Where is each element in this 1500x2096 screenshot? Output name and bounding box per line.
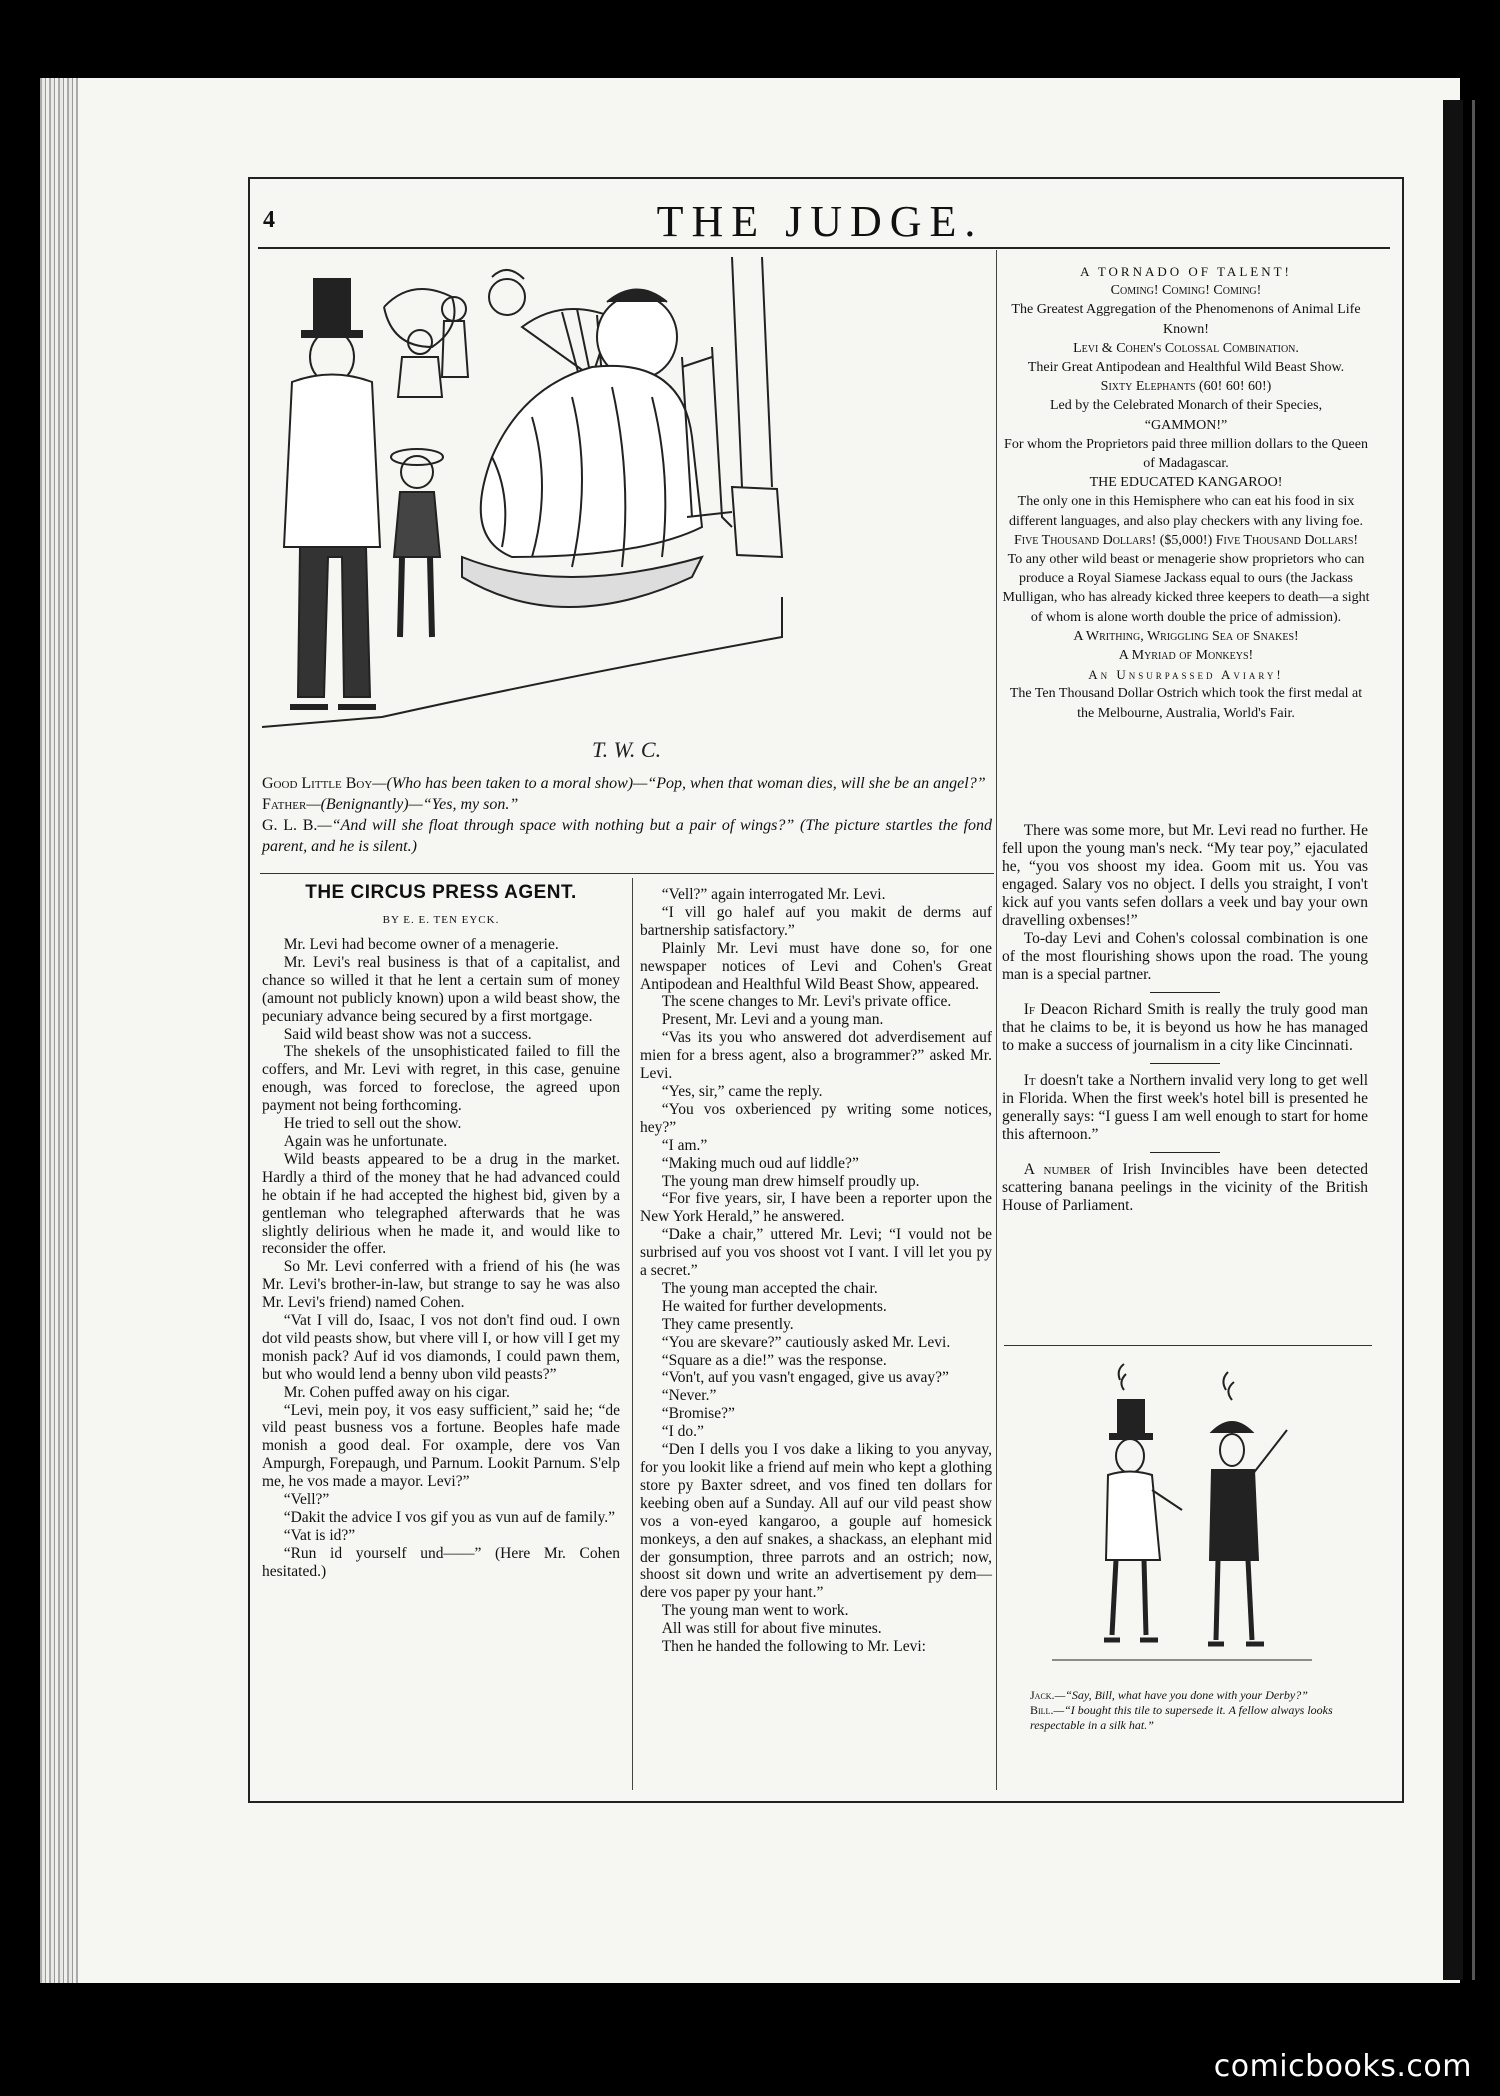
ad-line: Levi & Cohen's Colossal Combination. — [1073, 340, 1299, 356]
news-item-body: of Irish Invincibles have been detected scattering banana peelings in the vicinity of the British House of Parliament. — [1002, 1161, 1368, 1214]
article-paragraph: He waited for further developments. — [661, 1297, 887, 1315]
ad-line: Their Great Antipodean and Healthful Wild Beast Show. — [1027, 360, 1345, 376]
ad-line: THE EDUCATED KANGAROO! — [1089, 475, 1283, 491]
article-paragraph: “You vos oxberienced py writing some notices, hey?” — [640, 1100, 992, 1136]
news-item — [1002, 1161, 1368, 1215]
article-paragraph: “Vell?” again interrogated Mr. Levi. — [661, 886, 886, 903]
news-item — [1002, 1072, 1368, 1144]
jack-line: Jack.—“Say, Bill, what have you done with your Derby?” — [1030, 1688, 1308, 1702]
right-column-text — [1002, 822, 1368, 1215]
small-cartoon-caption — [1030, 1688, 1370, 1733]
article-paragraph: “Square as a die!” was the response. — [661, 1351, 887, 1369]
bill-line: Bill.—“I bought this tile to supersede it. A fellow always looks respectable in a silk hat.” — [1030, 1703, 1333, 1732]
article-paragraph: “Vat I vill do, Isaac, I vos not don't find oud. I own dot vild peasts show, but vhere vill I, or how vill I get my monish pack? Auf id vos diamonds, I could pawn them, but who would lend a benny ubon vild peasts?” — [262, 1312, 620, 1383]
article-paragraph: All was still for about five minutes. — [661, 1620, 882, 1638]
article-paragraph: “Levi, mein poy, it vos easy sufficient,” said he; “de vild peast busness vos a fortune. Beoples hafe made monish a good deal. For oxample, dere vos Van Ampurgh, Forepaugh, und Parnum. Lookit Parnum. S'elp me, he vos made a mayor. Levi?” — [262, 1401, 620, 1491]
article-paragraph: “Dake a chair,” uttered Mr. Levi; “I vould not be surbrised auf you vos shoost vot I vant. I vill let you py a secret.” — [640, 1226, 992, 1280]
news-item — [1002, 1001, 1368, 1055]
small-cartoon-rule — [1004, 1345, 1372, 1346]
article-paragraph: The young man accepted the chair. — [661, 1279, 878, 1297]
ad-line: The only one in this Hemisphere who can eat his food in six different languages, and also play checkers with any living foe. — [1009, 494, 1363, 529]
article-paragraph: “Den I dells you I vos dake a liking to you anyvay, for you lookit like a friend auf mein who kept a glothing store py Baxter sdreet, and vos fined ten dollars for keebing oben auf a Sunday. All auf our vild peast show vos a von-eyed kangaroo, a gouple auf homesick monkeys, a den auf snakes, a shackass, an elephant mid der gonsumption, three parrots and an ostrich; now, shoost sit down und write an advertisement py dem—dere vos paper py your hant.” — [640, 1441, 992, 1602]
ad-line: A Writhing, Wriggling Sea of Snakes! — [1073, 628, 1299, 644]
article-column-1 — [262, 874, 620, 1581]
article-paragraph: Then he handed the following to Mr. Levi: — [661, 1638, 926, 1656]
ad-line: The Greatest Aggregation of the Phenomenons of Animal Life Known! — [1011, 302, 1361, 337]
article-paragraph: Wild beasts appeared to be a drug in the market. Hardly a third of the money that he had advanced could he obtain if he had accepted the highest bid, given by a gentleman who telegraphed afterwards that he was slightly delirious when he made it, and would like to reconsider the offer. — [262, 1150, 620, 1258]
article-conclusion-paragraph: There was some more, but Mr. Levi read no further. He fell upon the young man's neck. “My tear poy,” ejaculated he, “you vos shoost my idea. Goom mit us. You vas engaged. Salary vos no object. I dells you straight, I von't kick auf you vants sefen dollars a veek und bay your own dravelling oxbenses!” — [1002, 822, 1368, 929]
ad-line: An Unsurpassed Aviary! — [1088, 667, 1284, 683]
site-watermark: comicbooks.com — [1213, 2049, 1472, 2084]
article-paragraph: “I vill go halef auf you makit de derms auf bartnership satisfactory.” — [640, 903, 992, 939]
ad-line: Coming! Coming! Coming! — [1110, 283, 1262, 299]
article-paragraph: “Never.” — [661, 1387, 717, 1405]
page-number: 4 — [263, 207, 275, 233]
article-paragraph: The shekels of the unsophisticated failed to fill the coffers, and Mr. Levi with regret, in this case, genuine enough, was forced to foreclose, the agreed upon payment not being forthcoming. — [262, 1043, 620, 1115]
article-paragraph: “Bromise?” — [661, 1405, 735, 1423]
book-edge-shadow — [1443, 100, 1463, 1980]
article-paragraph: “I do.” — [661, 1423, 704, 1441]
article-paragraph: Again was he unfortunate. — [283, 1132, 448, 1150]
article-paragraph: Mr. Levi had become owner of a menagerie. — [283, 936, 559, 953]
article-paragraph: They came presently. — [661, 1315, 794, 1333]
paragraph-divider — [1150, 1152, 1220, 1153]
news-item-body: doesn't take a Northern invalid very long to get well in Florida. When the first week's hotel bill is presented he generally says: “I guess I am well enough to start for home this afternoon.” — [1002, 1072, 1368, 1143]
article-paragraph: “You are skevare?” cautiously asked Mr. Levi. — [661, 1333, 951, 1351]
article-byline: BY E. E. TEN EYCK. — [382, 914, 500, 926]
article-paragraph: The scene changes to Mr. Levi's private office. — [661, 993, 952, 1011]
article-paragraph: Plainly Mr. Levi must have done so, for one newspaper notices of Levi and Cohen's Great Antipodean and Healthful Wild Beast Show, appeared. — [640, 939, 992, 993]
paragraph-divider — [1150, 1063, 1220, 1064]
article-paragraph: Mr. Levi's real business is that of a capitalist, and chance so willed it that he lent a certain sum of money (amount not publicly known) upon a wild beast show, the pecuniary advance being secured by a first mortgage. — [262, 953, 620, 1025]
caption-line-1: Good Little Boy—(Who has been taken to a moral show)—“Pop, when that woman dies, will she be an angel?” — [262, 775, 986, 792]
small-cartoon — [1012, 1360, 1367, 1675]
article-paragraph: “Making much oud auf liddle?” — [661, 1154, 859, 1172]
column-rule-right — [996, 250, 997, 1790]
article-paragraph: The young man went to work. — [661, 1602, 849, 1620]
article-paragraph: “Vas its you who answered dot adverdisement auf mien for a bress agent, also a brogrammer?” asked Mr. Levi. — [640, 1029, 992, 1083]
article-paragraph: “Vell?” — [283, 1491, 330, 1509]
page-binding — [40, 78, 78, 1983]
circus-advertisement — [1002, 262, 1370, 723]
news-item-lead: If — [1023, 1001, 1035, 1018]
article-paragraph: So Mr. Levi conferred with a friend of his (he was Mr. Levi's brother-in-law, but strange to say he was also Mr. Levi's friend) named Cohen. — [262, 1258, 620, 1312]
masthead-title: THE JUDGE. — [656, 197, 984, 246]
top-hat-shape — [314, 279, 350, 335]
news-item-body: Deacon Richard Smith is really the truly good man that he claims to be, it is beyond us how he has managed to make a success of journalism in a city like Cincinnati. — [1002, 1001, 1368, 1054]
caption-line-3: G. L. B.—“And will she float through space with nothing but a pair of wings?” (The picture startles the fond parent, and he is silent.) — [262, 817, 993, 855]
main-cartoon-drawing — [262, 257, 988, 767]
article-paragraph: “Run id yourself und——” (Here Mr. Cohen hesitated.) — [262, 1544, 620, 1580]
book-edge-line — [1472, 100, 1475, 1980]
article-paragraph: “Von't, auf you vasn't engaged, give us avay?” — [661, 1369, 949, 1387]
silk-hat-shape — [1118, 1400, 1144, 1436]
paragraph-divider — [1150, 992, 1220, 993]
caption-line-2: Father—(Benignantly)—“Yes, my son.” — [262, 796, 519, 813]
main-cartoon-caption — [262, 773, 992, 857]
article-paragraph: The young man drew himself proudly up. — [661, 1172, 920, 1190]
ad-line: Five Thousand Dollars! ($5,000!) Five Thousand Dollars! — [1013, 532, 1359, 548]
ad-line: For whom the Proprietors paid three million dollars to the Queen of Madagascar. — [1004, 436, 1368, 472]
article-paragraph: “I am.” — [661, 1136, 708, 1154]
small-cartoon-drawing — [1012, 1360, 1367, 1675]
ad-line: The Ten Thousand Dollar Ostrich which took the first medal at the Melbourne, Australia, World's Fair. — [1009, 686, 1363, 721]
ad-line: To any other wild beast or menagerie show proprietors who can produce a Royal Siamese Jackass equal to ours (the Jackass Mulligan, who has already kicked three keepers to death—a sight of whom is alone worth double the price of admission). — [1002, 552, 1370, 625]
article-column-2 — [640, 886, 992, 1656]
main-cartoon — [262, 257, 988, 767]
artist-signature: T. W. C. — [592, 737, 662, 762]
ad-line: A TORNADO OF TALENT! — [1080, 264, 1292, 279]
article-paragraph: “Vat is id?” — [283, 1526, 356, 1544]
column-rule-middle — [632, 878, 633, 1790]
article-paragraph: Present, Mr. Levi and a young man. — [661, 1011, 884, 1029]
article-paragraph: Said wild beast show was not a success. — [283, 1025, 532, 1043]
article-paragraph: “For five years, sir, I have been a reporter upon the New York Herald,” he answered. — [640, 1190, 992, 1226]
article-conclusion-paragraph: To-day Levi and Cohen's colossal combination is one of the most flourishing shows upon the road. The young man is a special partner. — [1002, 930, 1368, 983]
article-paragraph: “Dakit the advice I vos gif you as vun auf de family.” — [283, 1509, 615, 1526]
article-title: THE CIRCUS PRESS AGENT. — [305, 882, 577, 903]
article-paragraph: “Yes, sir,” came the reply. — [661, 1082, 823, 1100]
masthead-rule — [258, 247, 1390, 249]
article-paragraph: Mr. Cohen puffed away on his cigar. — [283, 1383, 510, 1401]
news-item-lead: A number — [1023, 1161, 1091, 1178]
ad-line: “GAMMON!” — [1144, 417, 1228, 433]
ad-line: Led by the Celebrated Monarch of their Species, — [1049, 398, 1323, 414]
news-item-lead: It — [1023, 1072, 1036, 1089]
article-paragraph: He tried to sell out the show. — [283, 1115, 462, 1133]
ad-line: A Myriad of Monkeys! — [1118, 648, 1254, 664]
ad-line: Sixty Elephants (60! 60! 60!) — [1100, 379, 1272, 395]
